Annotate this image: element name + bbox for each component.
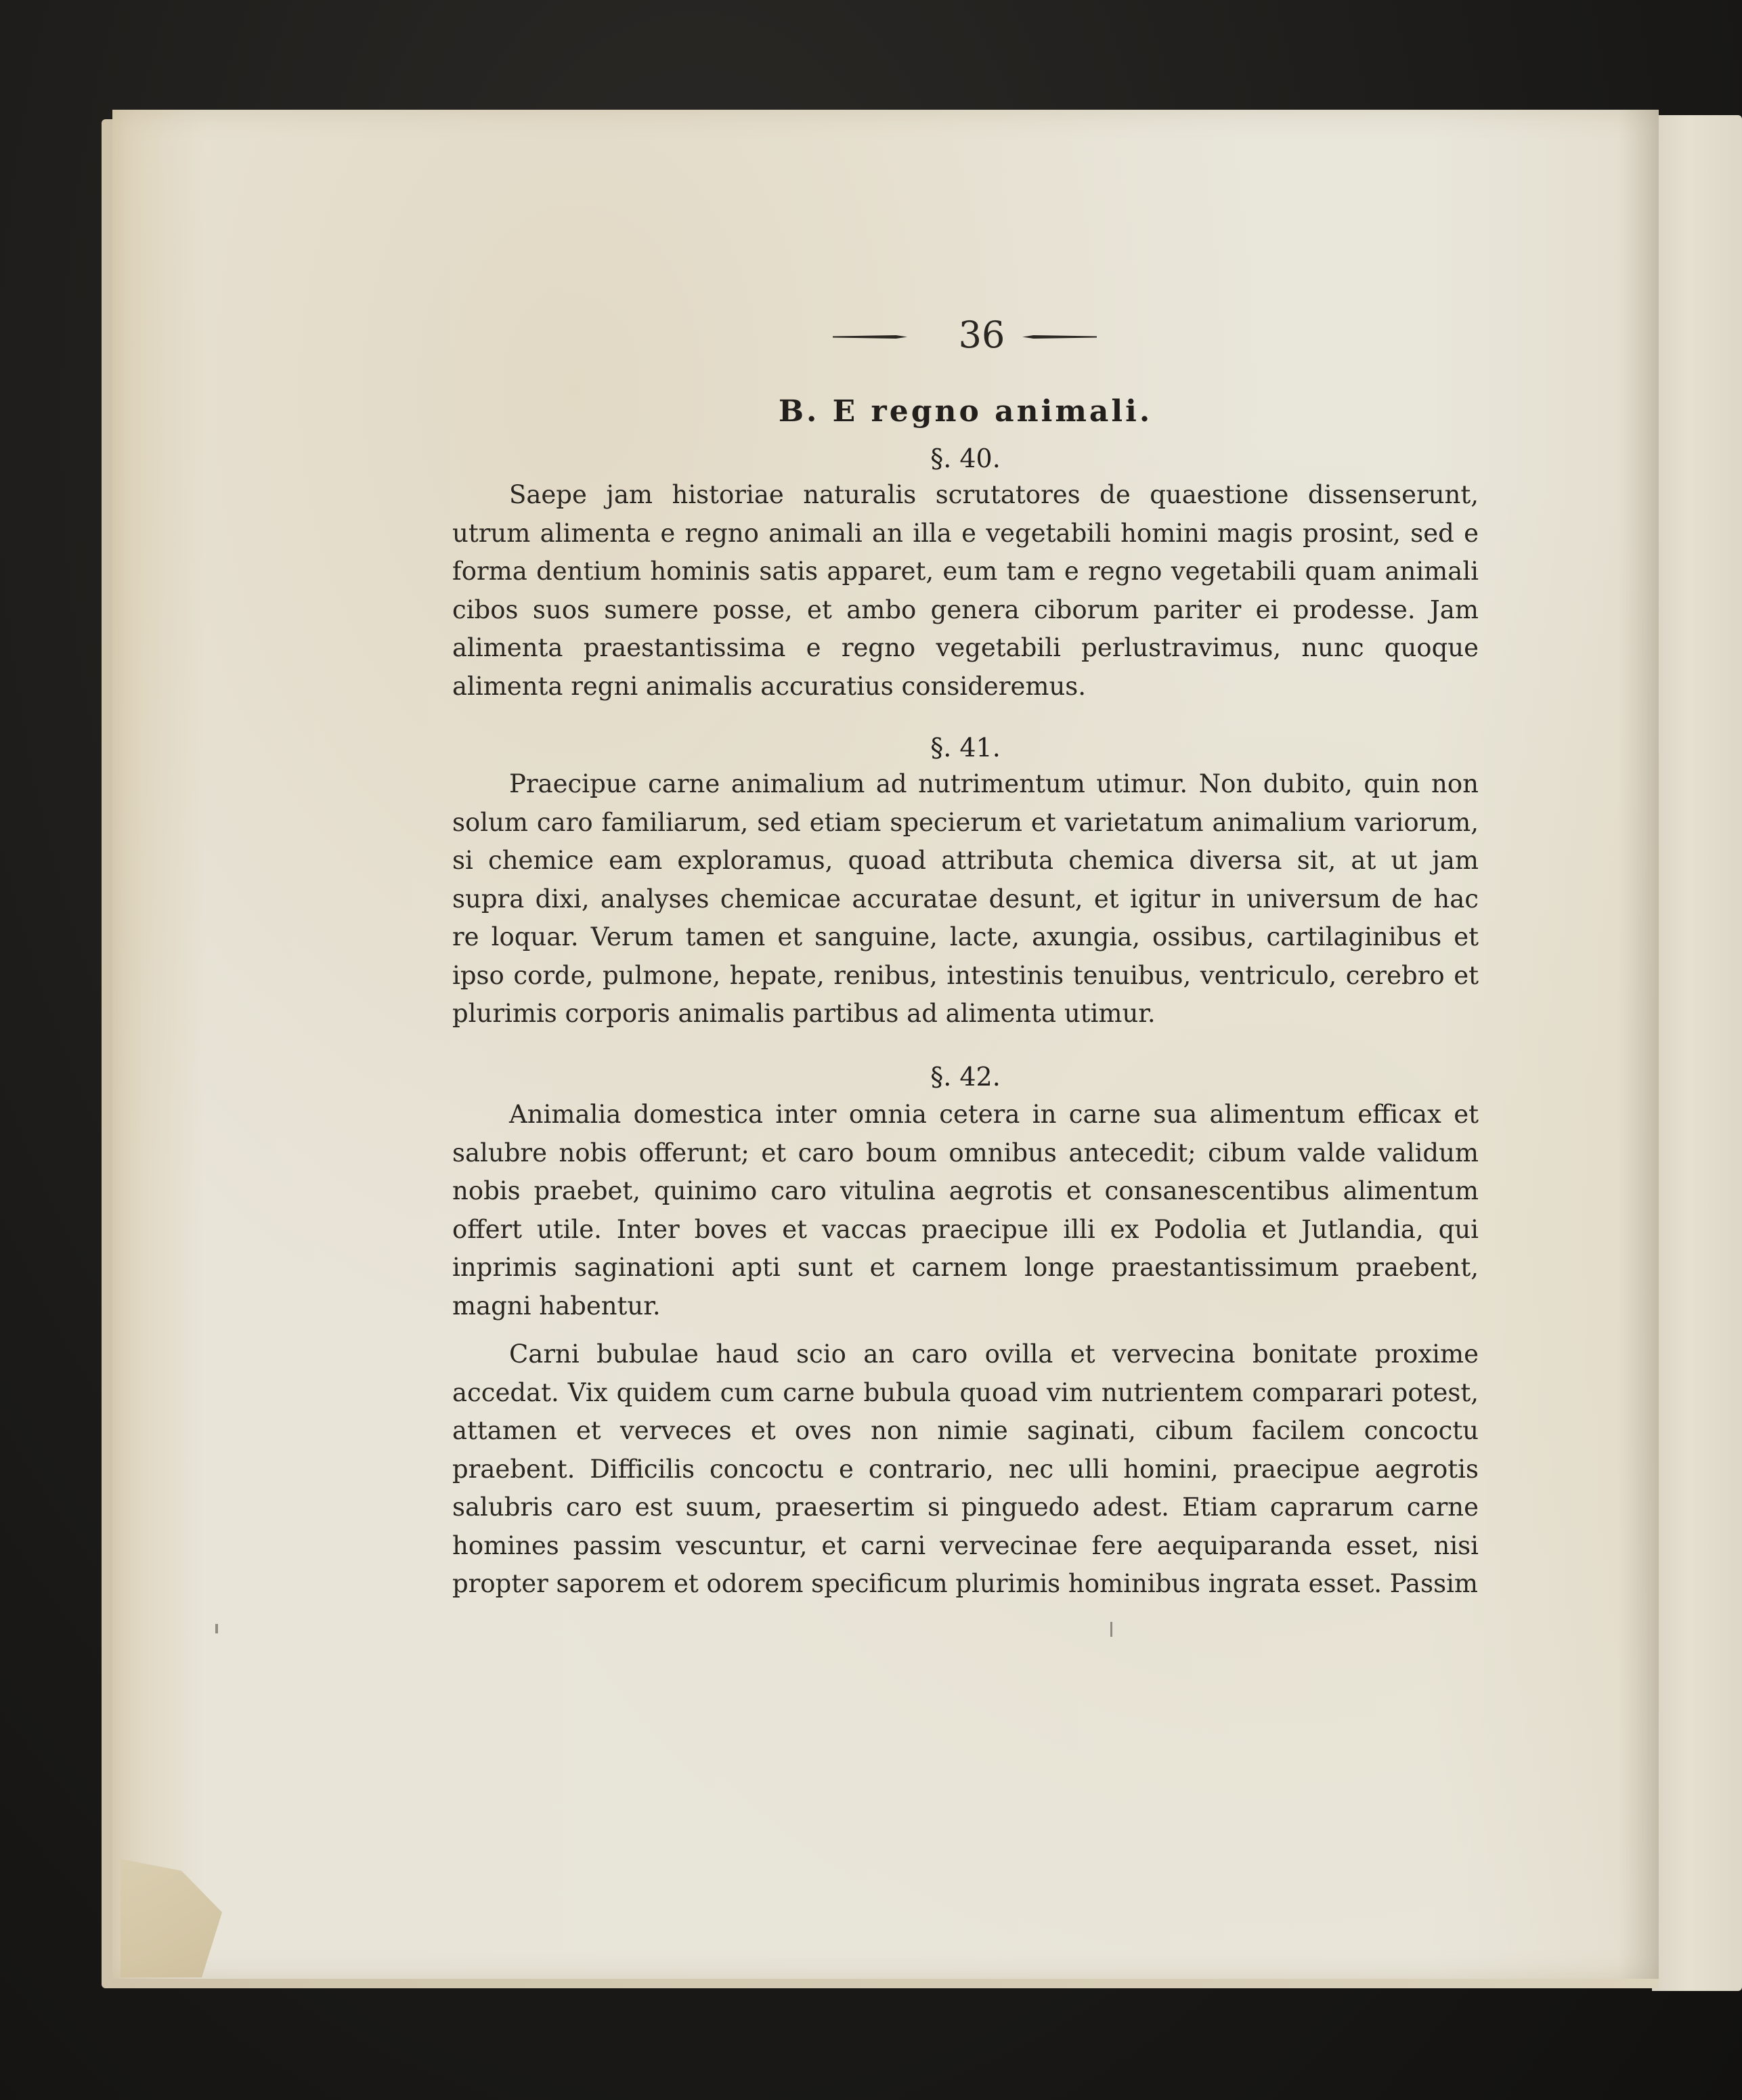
section-mark-40: §. 40. <box>930 444 1001 473</box>
chapter-heading: B. E regno animali. <box>778 394 1153 429</box>
header-ornament-left <box>833 335 907 339</box>
page-header <box>833 308 1104 362</box>
book-page <box>112 110 1659 1979</box>
section-mark-42: §. 42. <box>930 1062 1001 1092</box>
section-mark-41: §. 41. <box>930 733 1001 763</box>
paragraph-42b: Carni bubulae haud scio an caro ovilla et vervecina bonitate proxime accedat. Vix quidem cum carne bubula quoad vim nutrientem comparari potest, attamen et verveces et oves non nimie saginati, cibum facilem concoctu praebent. Difficilis concoctu e contrario, nec ulli homini, praecipue aegrotis salubris caro est suum, praesertim si pinguedo adest. Etiam caprarum carne homines passim vescuntur, et carni vervecinae fere aequiparanda esset, nisi propter saporem et odorem specificum plurimis hominibus ingrata esset. Passim <box>452 1340 1479 1598</box>
header-ornament-right <box>1022 335 1097 339</box>
adjacent-page-edge <box>1652 115 1742 1991</box>
gutter-shadow <box>1618 110 1659 1979</box>
paper-speck <box>1110 1622 1112 1637</box>
paragraph-41: Praecipue carne animalium ad nutrimentum utimur. Non dubito, quin non solum caro familiarum, sed etiam specierum et varietatum animalium variorum, si chemice eam exploramus, quoad attributa chemica diversa sit, at ut jam supra dixi, analyses chemicae accuratae desunt, et igitur in universum de hac re loquar. Verum tamen et sanguine, lacte, axungia, ossibus, cartilaginibus et ipso corde, pulmone, hepate, renibus, intestinis tenuibus, ventriculo, cerebro et plurimis corporis animalis partibus ad alimenta utimur. <box>452 769 1479 1028</box>
page-number: 36 <box>958 314 1005 356</box>
paper-speck <box>215 1624 218 1633</box>
paragraph-42a: Animalia domestica inter omnia cetera in carne sua alimentum efficax et salubre nobis offerunt; et caro boum omnibus antecedit; cibum valde validum nobis praebet, quinimo caro vitulina aegrotis et consanescentibus alimentum offert utile. Inter boves et vaccas praecipue illi ex Podolia et Jutlandia, qui inprimis saginationi apti sunt et carnem longe praestantissimum praebent, magni habentur. <box>452 1100 1479 1321</box>
paragraph-40: Saepe jam historiae naturalis scrutatores de quaestione dissenserunt, utrum alimenta e regno animali an illa e vegetabili homini magis prosint, sed e forma dentium hominis satis apparet, eum tam e regno vegetabili quam animali cibos suos sumere posse, et ambo genera ciborum pariter ei prodesse. Jam alimenta praestantissima e regno vegetabili perlustravimus, nunc quoque alimenta regni animalis accuratius consideremus. <box>452 480 1479 701</box>
